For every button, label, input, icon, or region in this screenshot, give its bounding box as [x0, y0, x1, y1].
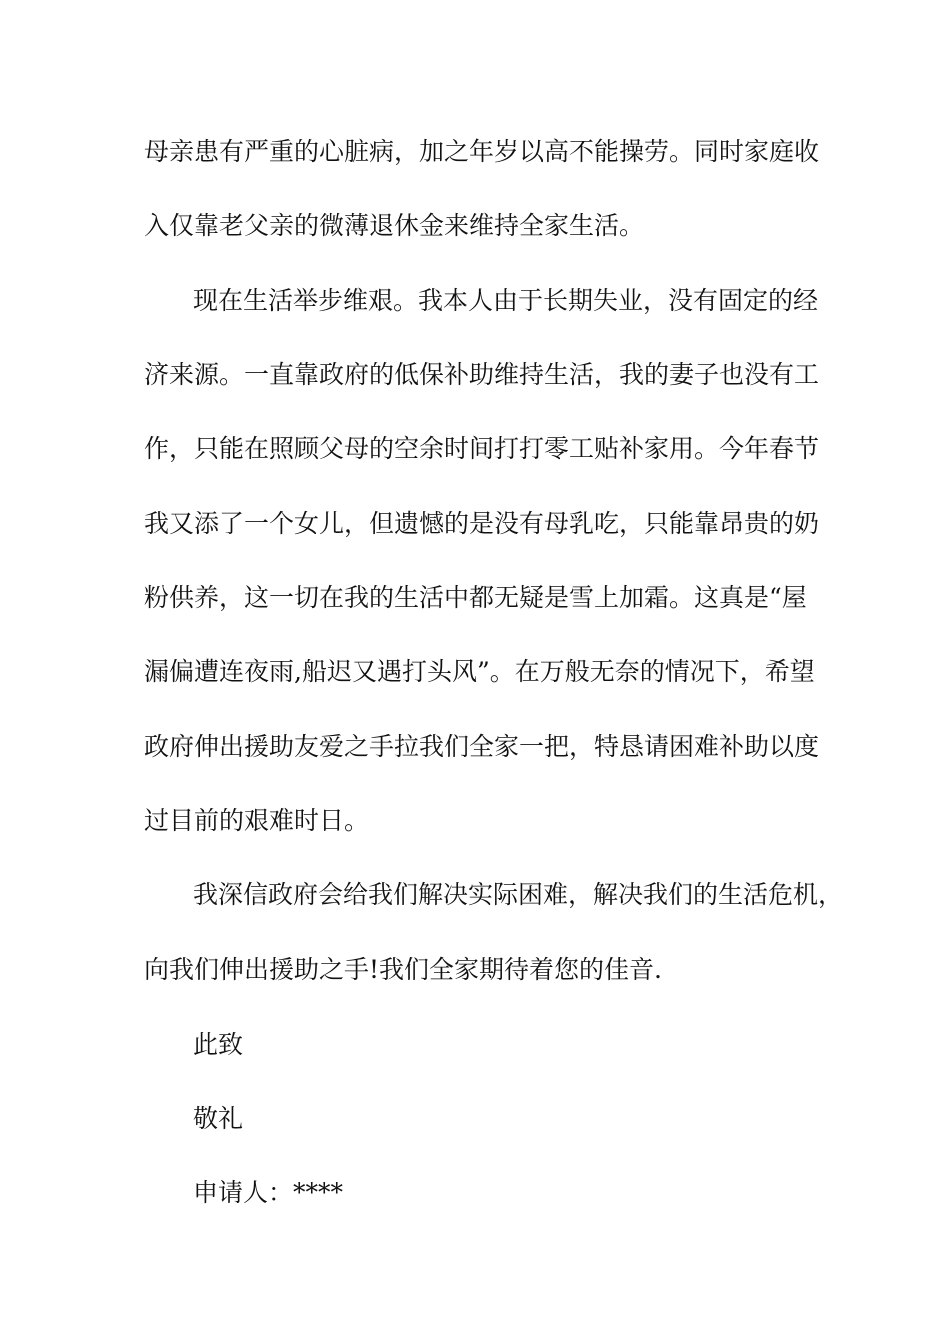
closing-salutation: 此致	[193, 1030, 244, 1059]
paragraph-line: 作，只能在照顾父母的空余时间打打零工贴补家用。今年春节	[144, 434, 820, 463]
paragraph-line: 济来源。一直靠政府的低保补助维持生活，我的妻子也没有工	[144, 360, 820, 389]
paragraph-line: 入仅靠老父亲的微薄退休金来维持全家生活。	[144, 211, 645, 240]
paragraph-line: 母亲患有严重的心脏病，加之年岁以高不能操劳。同时家庭收	[144, 137, 820, 166]
paragraph-line: 政府伸出援助友爱之手拉我们全家一把，特恳请困难补助以度	[144, 732, 820, 761]
closing-regards: 敬礼	[193, 1104, 244, 1133]
paragraph-line: 向我们伸出援助之手!我们全家期待着您的佳音.	[144, 955, 662, 984]
paragraph-line: 我又添了一个女儿，但遗憾的是没有母乳吃，只能靠昂贵的奶	[144, 509, 820, 538]
paragraph-line: 过目前的艰难时日。	[144, 806, 370, 835]
paragraph-line: 我深信政府会给我们解决实际困难，解决我们的生活危机，	[193, 880, 844, 909]
applicant-signature: 申请人：****	[193, 1178, 344, 1207]
paragraph-line: 漏偏遭连夜雨,船迟又遇打头风”。在万般无奈的情况下，希望	[144, 657, 815, 686]
paragraph-line: 现在生活举步维艰。我本人由于长期失业，没有固定的经	[193, 286, 819, 315]
paragraph-line: 粉供养，这一切在我的生活中都无疑是雪上加霜。这真是“屋	[144, 583, 807, 612]
